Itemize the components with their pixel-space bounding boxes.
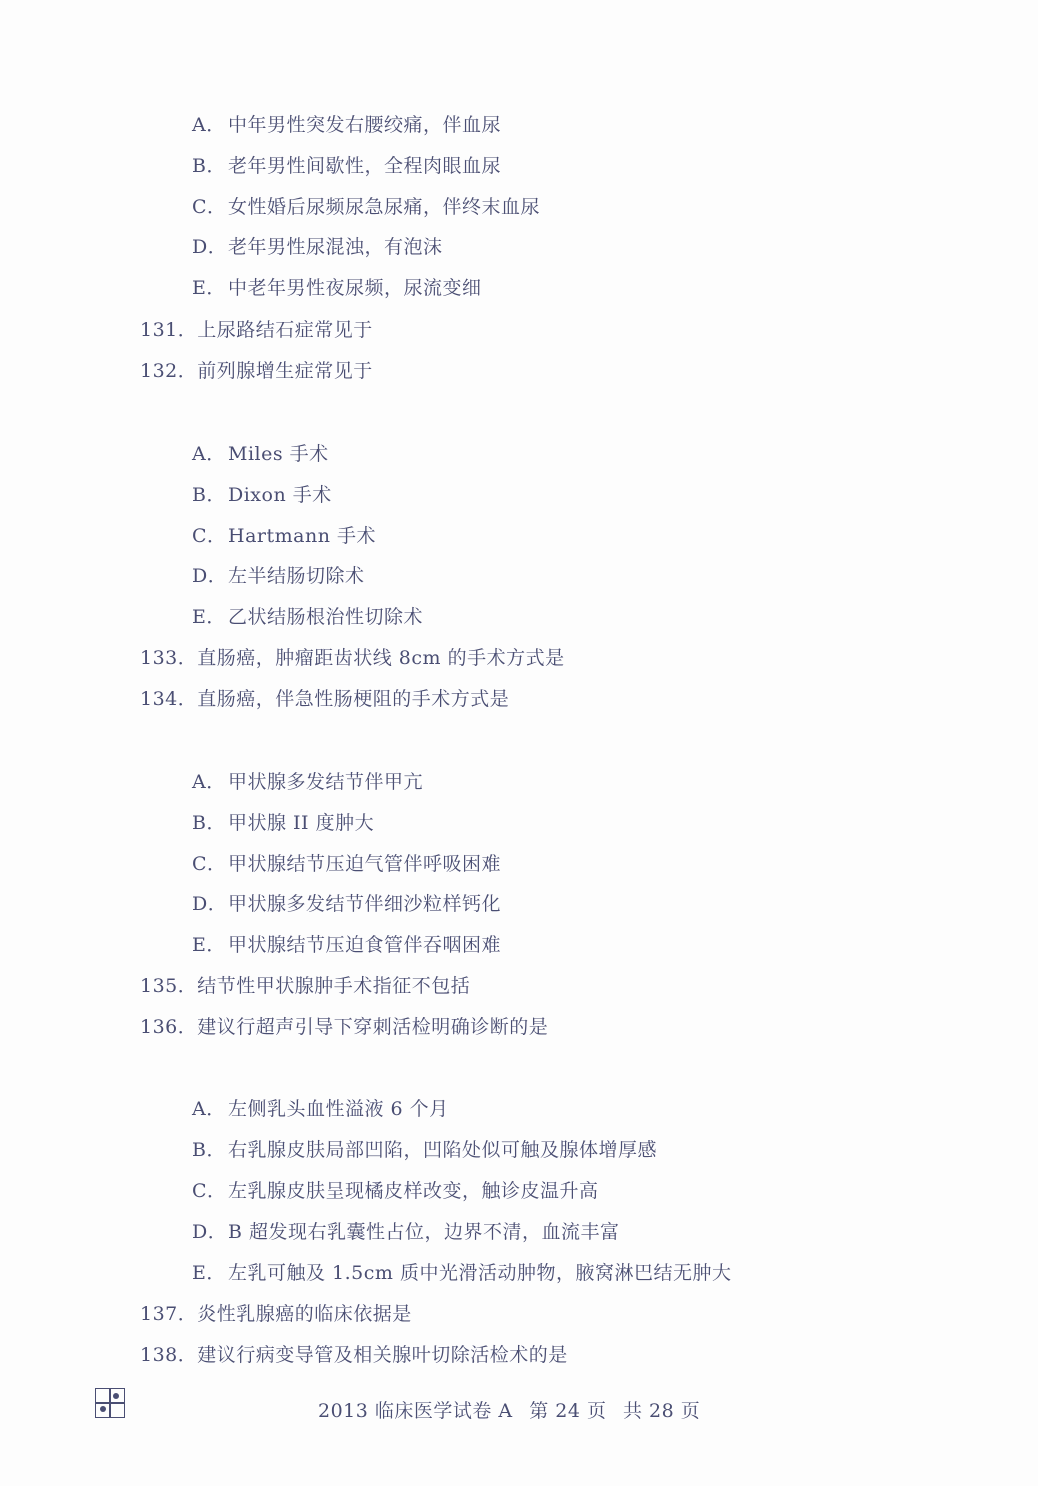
option-text: 左乳可触及 1.5cm 质中光滑活动肿物，腋窝淋巴结无肿大 — [228, 1262, 732, 1284]
question-132 — [140, 358, 373, 384]
option-b — [192, 810, 374, 836]
option-a — [192, 769, 423, 795]
question-136 — [140, 1014, 548, 1040]
question-text: 前列腺增生症常见于 — [197, 360, 373, 382]
footer-page-number: 第 24 页 — [529, 1400, 607, 1422]
option-text: B 超发现右乳囊性占位，边界不清，血流丰富 — [228, 1221, 620, 1243]
question-number: 133． — [140, 647, 198, 669]
option-label: D． — [192, 236, 228, 258]
question-number: 132． — [140, 360, 198, 382]
question-text: 直肠癌，伴急性肠梗阻的手术方式是 — [197, 688, 510, 710]
question-number: 134． — [140, 688, 198, 710]
question-text: 炎性乳腺癌的临床依据是 — [197, 1303, 412, 1325]
option-label: E． — [192, 606, 226, 628]
option-label: E． — [192, 1262, 226, 1284]
option-label: D． — [192, 565, 228, 587]
question-text: 上尿路结石症常见于 — [197, 319, 373, 341]
option-label: B． — [192, 812, 226, 834]
registration-mark-icon — [95, 1388, 125, 1418]
option-b — [192, 1137, 657, 1163]
option-text: 左侧乳头血性溢液 6 个月 — [228, 1098, 449, 1120]
option-text: 甲状腺多发结节伴甲亢 — [228, 771, 424, 793]
option-e — [192, 932, 501, 958]
question-number: 137． — [140, 1303, 198, 1325]
question-number: 138． — [140, 1344, 198, 1366]
option-text: 老年男性尿混浊，有泡沫 — [228, 236, 443, 258]
option-c — [192, 1178, 599, 1204]
option-label: E． — [192, 277, 226, 299]
question-133 — [140, 645, 565, 671]
question-135 — [140, 973, 470, 999]
mark-dot-top-right — [113, 1393, 119, 1399]
option-d — [192, 563, 365, 589]
option-a — [192, 112, 501, 138]
footer-total-pages: 共 28 页 — [623, 1400, 701, 1422]
option-label: A． — [192, 114, 226, 136]
option-label: C． — [192, 853, 227, 875]
option-c — [192, 851, 501, 877]
option-b — [192, 482, 332, 508]
option-label: A． — [192, 1098, 226, 1120]
option-d — [192, 234, 443, 260]
question-number: 131． — [140, 319, 198, 341]
option-label: C． — [192, 525, 227, 547]
question-134 — [140, 686, 509, 712]
option-a — [192, 1096, 449, 1122]
option-label: D． — [192, 1221, 228, 1243]
option-text: 左乳腺皮肤呈现橘皮样改变，触诊皮温升高 — [228, 1180, 599, 1202]
option-e — [192, 275, 482, 301]
question-138 — [140, 1342, 568, 1368]
option-label: A． — [192, 771, 226, 793]
option-text: 右乳腺皮肤局部凹陷，凹陷处似可触及腺体增厚感 — [228, 1139, 658, 1161]
question-number: 135． — [140, 975, 198, 997]
option-text: 中年男性突发右腰绞痛，伴血尿 — [228, 114, 502, 136]
option-text: 女性婚后尿频尿急尿痛，伴终末血尿 — [228, 196, 541, 218]
option-text: 左半结肠切除术 — [228, 565, 365, 587]
question-number: 136． — [140, 1016, 198, 1038]
option-text: 老年男性间歇性，全程肉眼血尿 — [228, 155, 502, 177]
question-text: 直肠癌，肿瘤距齿状线 8cm 的手术方式是 — [197, 647, 565, 669]
option-label: B． — [192, 484, 226, 506]
option-d — [192, 891, 501, 917]
option-c — [192, 194, 540, 220]
option-text: 乙状结肠根治性切除术 — [228, 606, 424, 628]
option-a — [192, 441, 329, 467]
option-text: Dixon 手术 — [228, 484, 332, 506]
option-c — [192, 523, 376, 549]
option-label: C． — [192, 1180, 227, 1202]
option-d — [192, 1219, 620, 1245]
option-label: E． — [192, 934, 226, 956]
option-label: B． — [192, 155, 226, 177]
footer-exam-title: 2013 临床医学试卷 A — [318, 1400, 513, 1422]
question-137 — [140, 1301, 412, 1327]
question-text: 结节性甲状腺肿手术指征不包括 — [197, 975, 471, 997]
option-text: 甲状腺 II 度肿大 — [228, 812, 375, 834]
question-131 — [140, 317, 373, 343]
option-text: Hartmann 手术 — [228, 525, 376, 547]
option-e — [192, 1260, 731, 1286]
option-text: Miles 手术 — [228, 443, 329, 465]
option-b — [192, 153, 501, 179]
question-text: 建议行超声引导下穿刺活检明确诊断的是 — [197, 1016, 549, 1038]
option-label: C． — [192, 196, 227, 218]
page-footer — [318, 1398, 710, 1424]
option-label: D． — [192, 893, 228, 915]
mark-dot-bottom-left — [100, 1406, 106, 1412]
option-text: 甲状腺多发结节伴细沙粒样钙化 — [228, 893, 502, 915]
option-label: B． — [192, 1139, 226, 1161]
question-text: 建议行病变导管及相关腺叶切除活检术的是 — [197, 1344, 568, 1366]
option-label: A． — [192, 443, 226, 465]
option-text: 中老年男性夜尿频，尿流变细 — [228, 277, 482, 299]
option-text: 甲状腺结节压迫气管伴呼吸困难 — [228, 853, 502, 875]
mark-divider-horizontal — [96, 1402, 124, 1404]
option-e — [192, 604, 423, 630]
option-text: 甲状腺结节压迫食管伴吞咽困难 — [228, 934, 502, 956]
